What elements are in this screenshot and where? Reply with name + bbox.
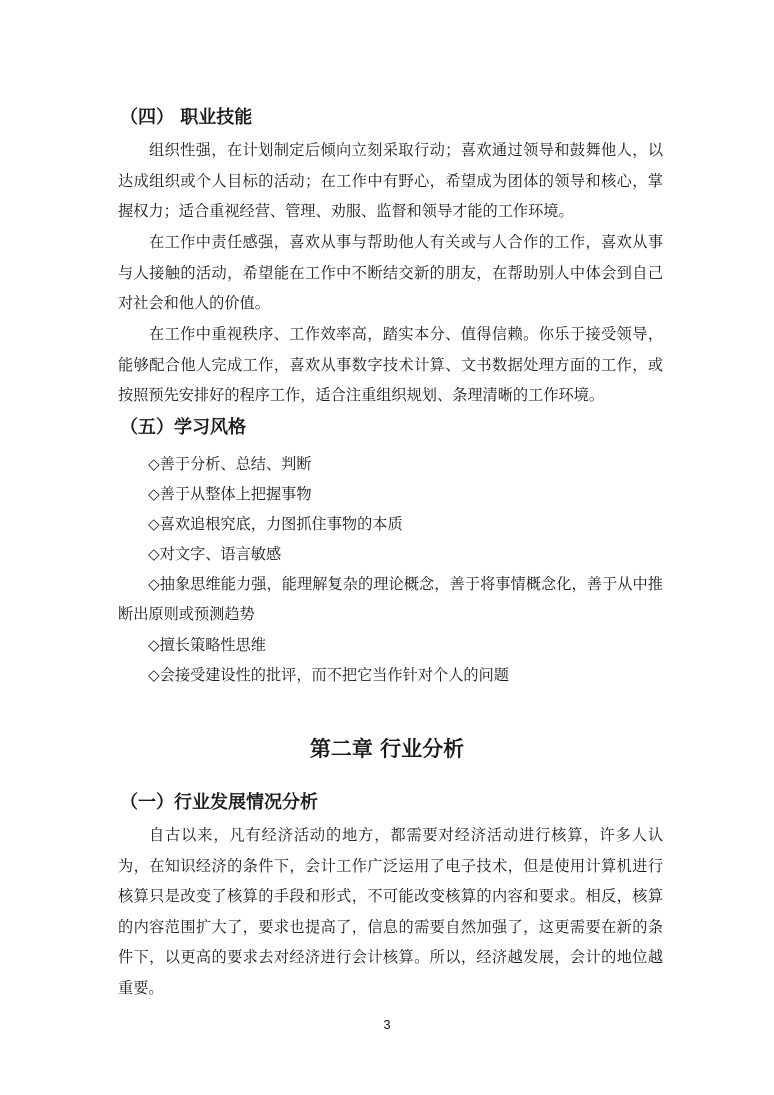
section-heading-learning: （五）学习风格 (120, 417, 246, 438)
paragraph-skills-1: 组织性强，在计划制定后倾向立刻采取行动；喜欢通过领导和鼓舞他人，以达成组织或个人目标的活动；在工作中有野心，希望成为团体的领导和核心，掌握权力；适合重视经营、管理、劝服、监督和领导才能的工作环境。 (118, 141, 663, 220)
paragraph-skills-2: 在工作中责任感强，喜欢从事与帮助他人有关或与人合作的工作，喜欢从事与人接触的活动，希望能在工作中不断结交新的朋友，在帮助别人中体会到自己对社会和他人的价值。 (118, 233, 663, 312)
learning-style-item: ◇善于从整体上把握事物 (148, 485, 312, 503)
paragraph-skills-3: 在工作中重视秩序、工作效率高，踏实本分、值得信赖。你乐于接受领导，能够配合他人完成工作，喜欢从事数字技术计算、文书数据处理方面的工作，或按照预先安排好的程序工作，适合注重组织规划、条理清晰的工作环境。 (118, 325, 663, 404)
learning-style-item: ◇会接受建设性的批评，而不把它当作针对个人的问题 (148, 666, 509, 684)
learning-style-item: ◇喜欢追根究底，力图抓住事物的本质 (148, 515, 403, 533)
learning-style-item: ◇对文字、语言敏感 (148, 545, 282, 563)
section-heading-industry: （一）行业发展情况分析 (120, 792, 318, 813)
learning-style-item: ◇善于分析、总结、判断 (148, 455, 312, 473)
paragraph-industry: 自古以来，凡有经济活动的地方，都需要对经济活动进行核算，许多人认为，在知识经济的条件下，会计工作广泛运用了电子技术，但是使用计算机进行核算只是改变了核算的手段和形式，不可能改变核算的内容和要求。相反，核算的内容范围扩大了，要求也提高了，信息的需要自然加强了，这更需要在新的条件下，以更高的要求去对经济进行会计核算。所以，经济越发展，会计的地位越重要。 (118, 826, 663, 997)
page-number: 3 (383, 1017, 391, 1032)
learning-style-item: ◇擅长策略性思维 (148, 636, 266, 654)
chapter-title: 第二章 行业分析 (309, 737, 465, 761)
learning-style-item: ◇抽象思维能力强，能理解复杂的理论概念，善于将事情概念化，善于从中推断出原则或预测趋势 (118, 575, 663, 623)
section-heading-skills: （四） 职业技能 (120, 107, 253, 128)
